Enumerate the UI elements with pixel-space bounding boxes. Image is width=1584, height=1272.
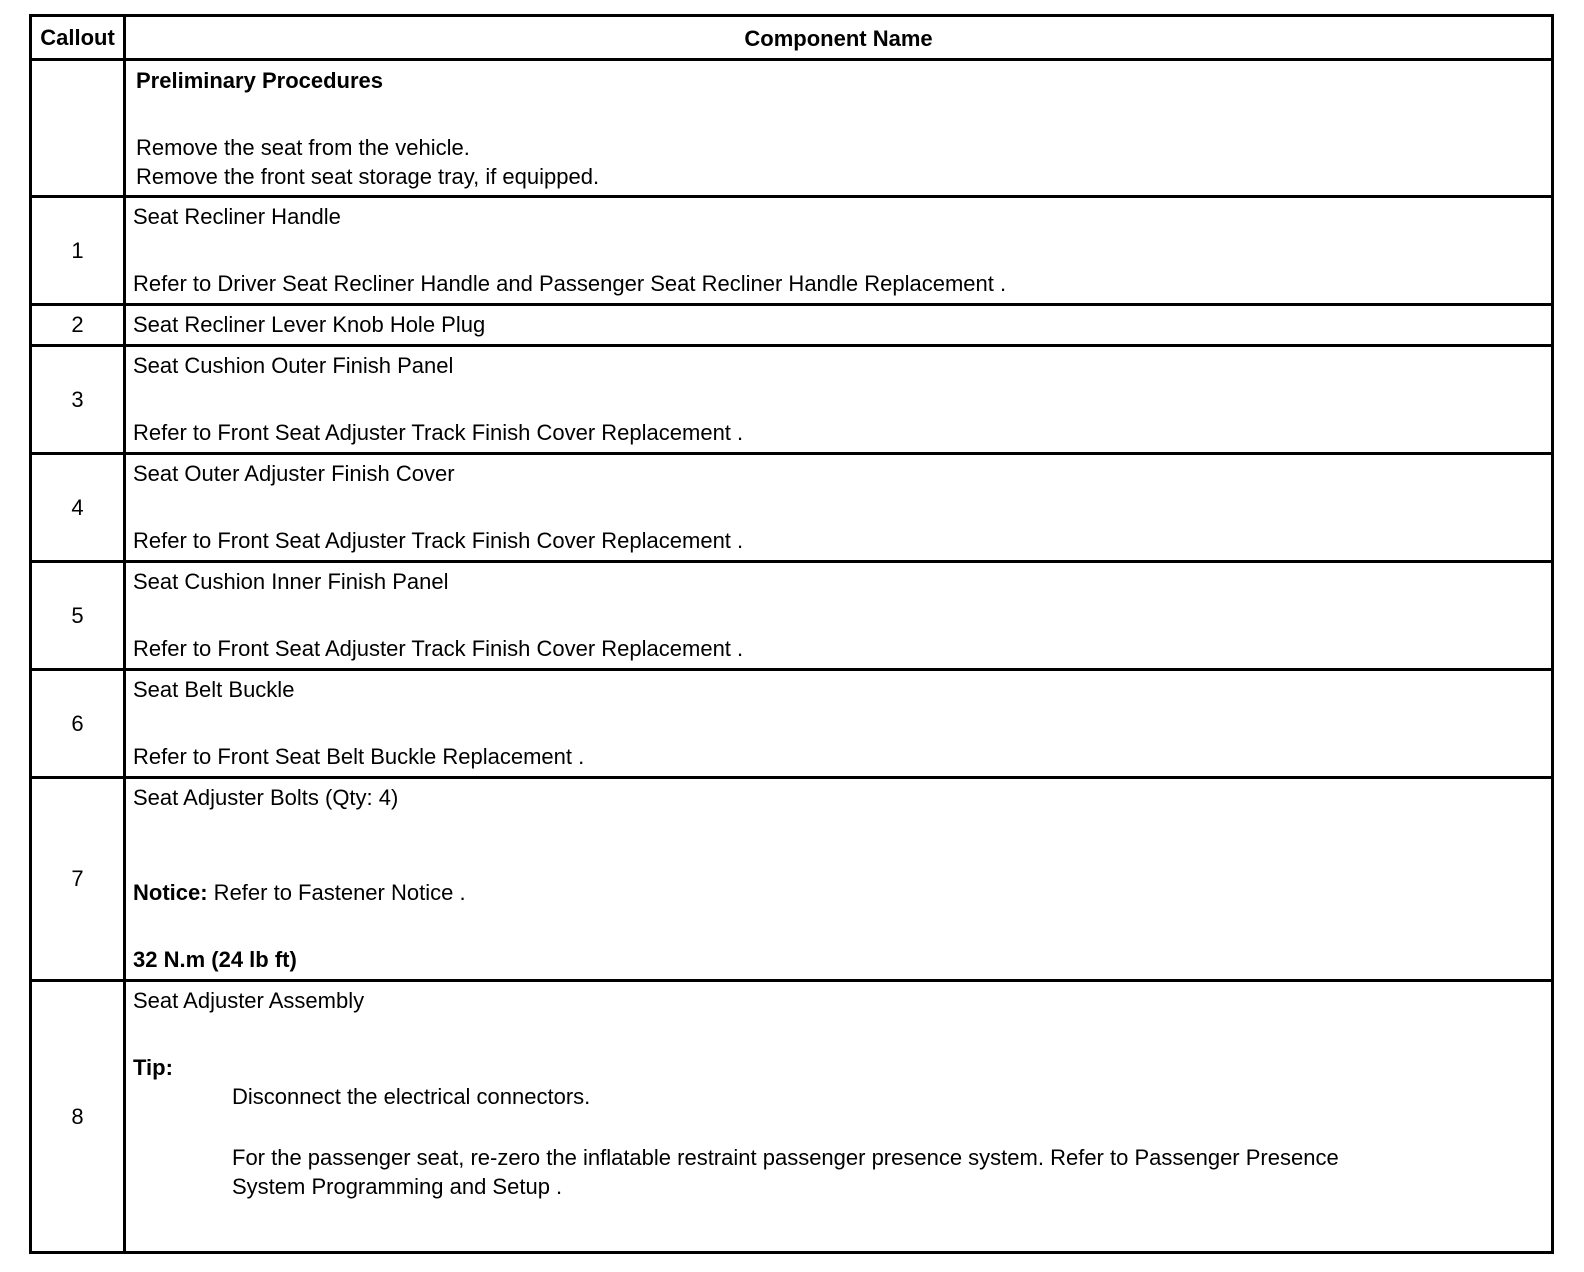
notice-link[interactable]: Refer to Fastener Notice .: [207, 880, 466, 905]
component-name: Seat Recliner Lever Knob Hole Plug: [133, 312, 486, 337]
table-row: [32, 779, 1551, 982]
callout-number: 5: [32, 563, 126, 668]
component-name: Seat Cushion Inner Finish Panel: [133, 569, 449, 594]
tip-label: Tip:: [133, 1055, 173, 1080]
component-name: Seat Belt Buckle: [133, 677, 295, 702]
table-row: [32, 455, 1551, 563]
refer-link[interactable]: Refer to Driver Seat Recliner Handle and Passenger Seat Recliner Handle Replacement .: [133, 271, 1007, 296]
preliminary-step: Remove the seat from the vehicle.: [136, 135, 470, 160]
callout-number: 6: [32, 671, 126, 776]
refer-link[interactable]: Refer to Front Seat Adjuster Track Finish Cover Replacement .: [133, 636, 744, 661]
callout-number: 2: [32, 306, 126, 344]
callout-header: Callout: [32, 17, 126, 58]
component-name: Seat Cushion Outer Finish Panel: [133, 353, 454, 378]
notice-line: [133, 880, 466, 906]
component-name: Seat Recliner Handle: [133, 204, 341, 229]
component-name: Seat Outer Adjuster Finish Cover: [133, 461, 455, 486]
tip-item[interactable]: System Programming and Setup .: [232, 1174, 563, 1199]
table-row: [32, 347, 1551, 455]
table-row: [32, 306, 1551, 347]
preliminary-row: [32, 61, 1551, 198]
refer-link[interactable]: Refer to Front Seat Adjuster Track Finish Cover Replacement .: [133, 420, 744, 445]
tip-item: Disconnect the electrical connectors.: [232, 1084, 591, 1109]
notice-label: Notice:: [133, 880, 208, 905]
component-name: Seat Adjuster Assembly: [133, 988, 365, 1013]
refer-link[interactable]: Refer to Front Seat Adjuster Track Finish Cover Replacement .: [133, 528, 744, 553]
tip-item[interactable]: For the passenger seat, re-zero the inflatable restraint passenger presence system. Refer to Passenger Presence: [232, 1145, 1339, 1170]
table-row: [32, 982, 1551, 1251]
preliminary-title: Preliminary Procedures: [136, 68, 384, 93]
callout-number: 4: [32, 455, 126, 560]
torque-spec: 32 N.m (24 lb ft): [133, 947, 297, 972]
callout-number: 1: [32, 198, 126, 303]
callout-number: 8: [32, 982, 126, 1251]
table-row: [32, 563, 1551, 671]
component-name: Seat Adjuster Bolts (Qty: 4): [133, 785, 399, 810]
refer-link[interactable]: Refer to Front Seat Belt Buckle Replacement .: [133, 744, 585, 769]
table-header-row: [32, 17, 1551, 61]
components-table: [29, 14, 1554, 1254]
table-row: [32, 671, 1551, 779]
preliminary-step: Remove the front seat storage tray, if equipped.: [136, 164, 600, 189]
component-name-header: Component Name: [744, 26, 933, 51]
callout-number: 3: [32, 347, 126, 452]
callout-number: 7: [32, 779, 126, 979]
table-row: [32, 198, 1551, 306]
